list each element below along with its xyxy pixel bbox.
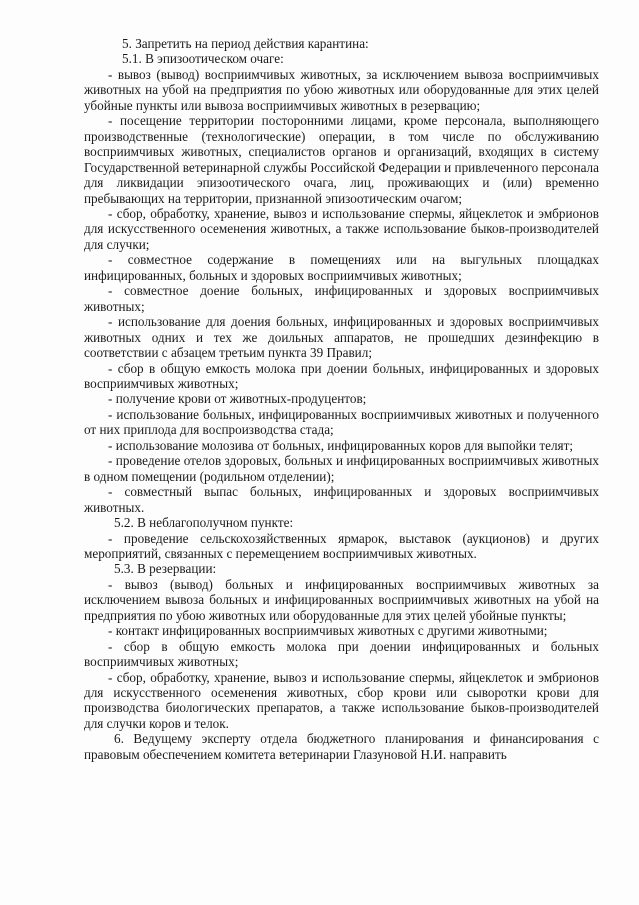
- list-item: - вывоз (вывод) больных и инфицированных восприимчивых животных за исключением вывоза больных и инфицированных восприимчивых животных на убой на предприятия по убою животных или оборудованные для этих целей убойные пункты;: [84, 576, 599, 623]
- list-item: - получение крови от животных-продуцентов;: [108, 391, 367, 407]
- section-6-paragraph: 6. Ведущему эксперту отдела бюджетного планирования и финансирования с правовым обеспечением комитета ветеринарии Глазуновой Н.И. направить: [84, 731, 599, 762]
- list-item: - использование молозива от больных, инфицированных коров для выпойки телят;: [108, 437, 574, 453]
- subsection-5-2-heading: 5.2. В неблагополучном пункте:: [114, 515, 294, 531]
- section-5-heading: 5. Запретить на период действия карантина:: [122, 36, 369, 51]
- list-item: - использование для доения больных, инфицированных и здоровых восприимчивых животных одних и тех же доильных аппаратов, не прошедших дезинфекцию в соответствии с абзацем третьим пункта 39 Правил;: [84, 314, 599, 361]
- list-item: - проведение отелов здоровых, больных и инфицированных восприимчивых животных в одном помещении (родильном отделении);: [84, 453, 599, 484]
- list-item: - сбор, обработку, хранение, вывоз и использование спермы, яйцеклеток и эмбрионов для искусственного осеменения животных, сбор крови или сыворотки крови для производства биологических препаратов, а также использование быков-производителей для случки коров и телок.: [84, 669, 599, 731]
- document-body: [84, 36, 599, 762]
- list-item: - проведение сельскохозяйственных ярмарок, выставок (аукционов) и других мероприятий, связанных с перемещением восприимчивых животных.: [84, 530, 599, 561]
- list-item: - вывоз (вывод) восприимчивых животных, за исключением вывоза восприимчивых животных на убой на предприятия по убою животных или оборудованные для этих целей убойные пункты или вывоза восприимчивых животных в резервацию;: [84, 66, 599, 113]
- list-item: - совместный выпас больных, инфицированных и здоровых восприимчивых животных.: [84, 484, 599, 515]
- subsection-5-1-heading: 5.1. В эпизоотическом очаге:: [122, 51, 284, 67]
- list-item: - сбор в общую емкость молока при доении инфицированных и больных восприимчивых животных;: [84, 638, 599, 670]
- list-item: - совместное содержание в помещениях или на выгульных площадках инфицированных, больных и здоровых восприимчивых животных;: [84, 252, 599, 283]
- subsection-5-3-heading: 5.3. В резервации:: [114, 561, 217, 577]
- list-item: - сбор в общую емкость молока при доении больных, инфицированных и здоровых восприимчивых животных;: [84, 360, 599, 391]
- list-item: - сбор, обработку, хранение, вывоз и использование спермы, яйцеклеток и эмбрионов для искусственного осеменения животных, а также использование быков-производителей для случки;: [84, 205, 599, 252]
- list-item: - совместное доение больных, инфицированных и здоровых восприимчивых животных;: [84, 283, 599, 314]
- list-item: - посещение территории посторонними лицами, кроме персонала, выполняющего производственные (технологические) операции, в том числе по обслуживанию восприимчивых животных, специалистов органов и организаций, входящих в систему Государственной ветеринарной службы Российской Федерации и привлеченного персонала для ликвидации эпизоотического очага, лиц, проживающих и (или) временно пребывающих на территории, признанной эпизоотическим очагом;: [84, 113, 599, 206]
- list-item: - использование больных, инфицированных восприимчивых животных и полученного от них приплода для воспроизводства стада;: [84, 406, 599, 438]
- list-item: - контакт инфицированных восприимчивых животных с другими животными;: [108, 623, 548, 639]
